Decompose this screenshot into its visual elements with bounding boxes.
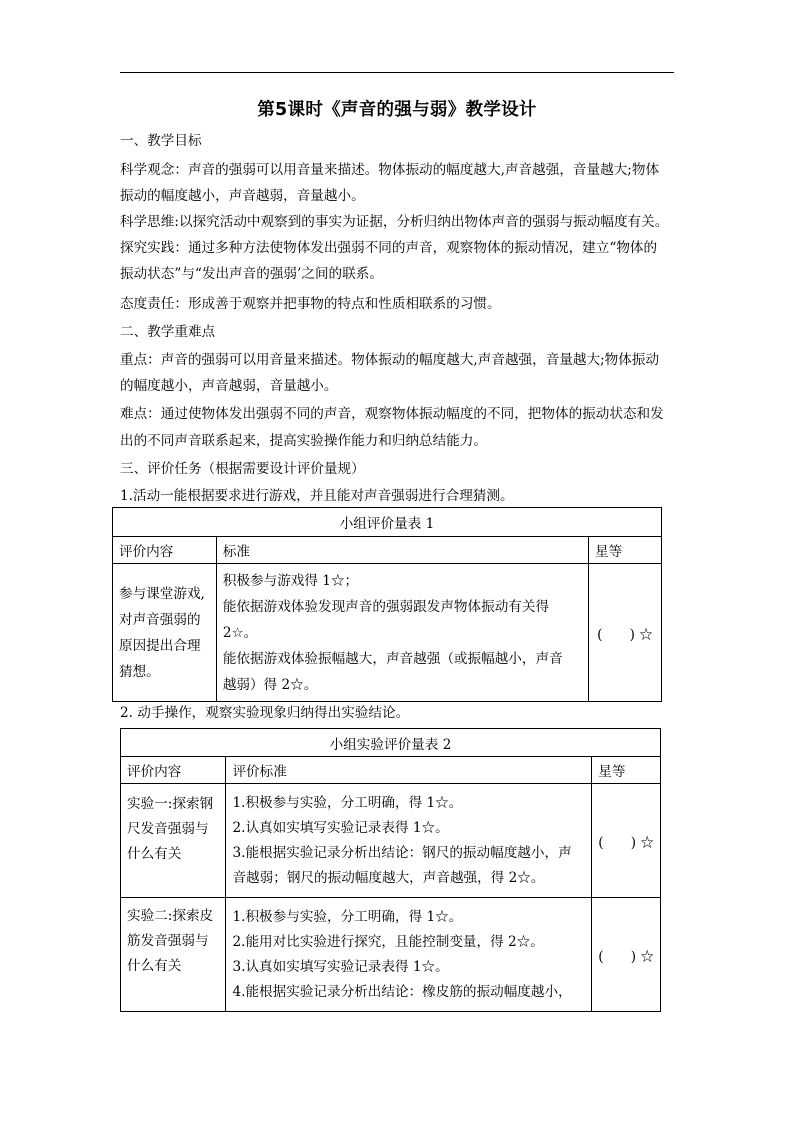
criteria-line: 能依据游戏体验振幅越大，声音越强（或振幅越小，声音: [222, 650, 563, 667]
body-line: 振动状态”与“发出声音的强弱’之间的联系。: [120, 266, 383, 282]
page-title: 第5课时《声音的强与弱》教学设计: [257, 100, 537, 120]
task2-text: 2. 动手操作，观察实验现象归纳得出实验结论。: [120, 705, 410, 721]
table1-criteria-cell: [216, 564, 588, 702]
content-line: 参与课堂游戏,: [119, 585, 205, 602]
table1-content-cell: [113, 564, 217, 702]
table2-row2-content: [121, 898, 226, 1012]
body-line: 科学思维:以探究活动中观察到的事实为证据，分析归纳出物体声音的强弱与振动幅度有关。: [120, 214, 669, 230]
task1-text: 1.活动一能根据要求进行游戏，并且能对声音强弱进行合理猜测。: [120, 488, 514, 504]
body-line: 出的不同声音联系起来，提高实验操作能力和归纳总结能力。: [120, 433, 488, 449]
criteria-line: 2☆。: [222, 624, 258, 641]
table2-header-stars: 星等: [592, 757, 661, 784]
body-line: 科学观念：声音的强弱可以用音量来描述。物体振动的幅度越大,声音越强，音量越大;物体: [120, 162, 660, 178]
section2-heading: 二、教学重难点: [120, 324, 216, 340]
header-rule: [120, 72, 674, 73]
content-line: 实验二:探索皮: [127, 908, 214, 924]
evaluation-table-2: [120, 728, 661, 1012]
content-line: 实验一:探索钢: [127, 796, 214, 812]
table1-header-criteria: 标准: [216, 537, 588, 564]
table2-row2-criteria: [226, 898, 592, 1012]
body-line: 探究实践：通过多种方法使物体发出强弱不同的声音，观察物体的振动情况，建立“物体的: [120, 240, 658, 256]
table1-header-stars: 星等: [589, 537, 662, 564]
criteria-line: 2.认真如实填写实验记录表得 1☆。: [232, 819, 449, 836]
body-line: 重点：声音的强弱可以用音量来描述。物体振动的幅度越大,声音越强，音量越大;物体振动: [120, 352, 660, 368]
section1-heading: 一、教学目标: [120, 133, 202, 149]
content-line: 什么有关: [127, 846, 182, 862]
body-line: 难点：通过使物体发出强弱不同的声音，观察物体振动幅度的不同，把物体的振动状态和发: [120, 406, 664, 422]
table2-header-criteria: 评价标准: [226, 757, 592, 784]
content-line: 尺发音强弱与: [127, 821, 209, 837]
body-line: 态度责任：形成善于观察并把事物的特点和性质相联系的习惯。: [120, 296, 501, 312]
table1-stars-cell: ( ) ☆: [589, 564, 662, 702]
criteria-line: 音越弱；钢尺的振动幅度越大，声音越强，得 2☆。: [232, 869, 545, 886]
table2-row1-criteria: [226, 784, 592, 898]
content-line: 筋发音强弱与: [127, 933, 209, 949]
body-line: 振动的幅度越小，声音越弱，音量越小。: [120, 188, 365, 204]
evaluation-table-1: [112, 507, 662, 702]
content-line: 对声音强弱的: [119, 611, 201, 628]
table2-header-content: 评价内容: [121, 757, 226, 784]
content-line: 猜想。: [119, 663, 160, 680]
criteria-line: 4.能根据实验记录分析出结论：橡皮筋的振动幅度越小，: [232, 983, 572, 1000]
criteria-line: 能依据游戏体验发现声音的强弱跟发声物体振动有关得: [222, 598, 550, 615]
table2-caption: 小组实验评价量表 2: [121, 729, 661, 757]
table1-header-content: 评价内容: [113, 537, 217, 564]
criteria-line: 越弱）得 2☆。: [222, 676, 318, 693]
content-line: 什么有关: [127, 958, 182, 974]
section3-heading: 三、评价任务（根据需要设计评价量规）: [120, 461, 365, 477]
table2-row1-content: [121, 784, 226, 898]
table1-caption: 小组评价量表 1: [113, 508, 662, 537]
criteria-line: 3.能根据实验记录分析出结论：钢尺的振动幅度越小，声: [232, 844, 572, 861]
criteria-line: 积极参与游戏得 1☆；: [222, 572, 359, 589]
criteria-line: 2.能用对比实验进行探究，且能控制变量，得 2☆。: [232, 933, 544, 950]
table2-row2-stars: ( ) ☆: [592, 898, 661, 1012]
criteria-line: 1.积极参与实验，分工明确，得 1☆。: [232, 908, 463, 925]
body-line: 的幅度越小，声音越弱，音量越小。: [120, 378, 338, 394]
criteria-line: 3.认真如实填写实验记录表得 1☆。: [232, 958, 449, 975]
table2-row1-stars: ( ) ☆: [592, 784, 661, 898]
criteria-line: 1.积极参与实验，分工明确，得 1☆。: [232, 794, 463, 811]
content-line: 原因提出合理: [119, 637, 201, 654]
